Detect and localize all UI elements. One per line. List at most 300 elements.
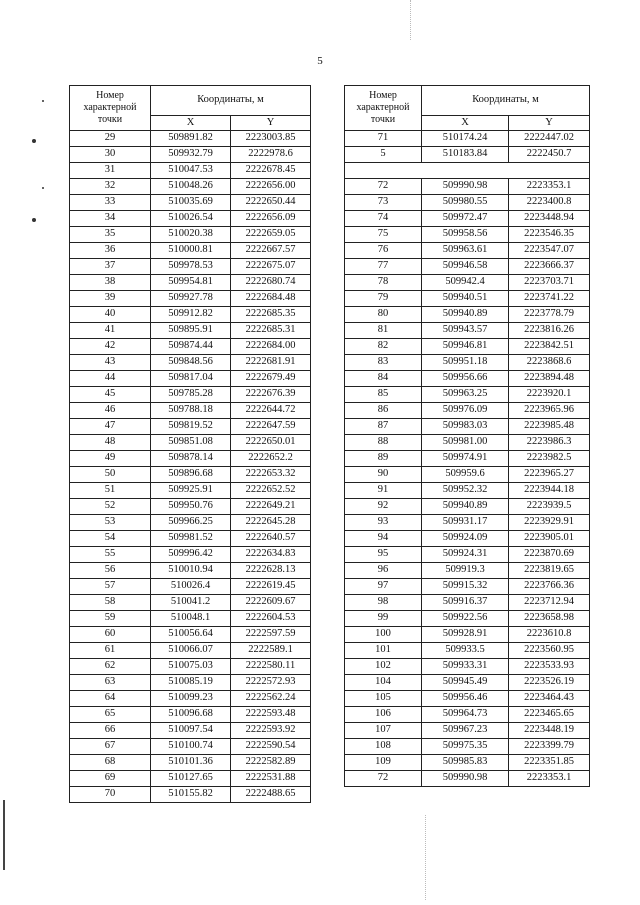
point-number-cell: 57 xyxy=(70,579,151,595)
x-coordinate-cell: 510100.74 xyxy=(151,739,231,755)
x-coordinate-cell: 509980.55 xyxy=(422,195,509,211)
x-coordinate-cell: 509878.14 xyxy=(151,451,231,467)
point-number-cell: 104 xyxy=(345,675,422,691)
x-coordinate-cell: 509942.4 xyxy=(422,275,509,291)
table-row xyxy=(70,595,311,611)
x-coordinate-cell: 510101.36 xyxy=(151,755,231,771)
point-number-cell: 64 xyxy=(70,691,151,707)
point-number-cell: 40 xyxy=(70,307,151,323)
y-coordinate-cell: 2222681.91 xyxy=(231,355,311,371)
y-coordinate-cell: 2222531.88 xyxy=(231,771,311,787)
x-coordinate-cell: 509925.91 xyxy=(151,483,231,499)
y-coordinate-cell: 2223819.65 xyxy=(509,563,590,579)
margin-mark xyxy=(42,100,44,102)
y-coordinate-cell: 2222609.67 xyxy=(231,595,311,611)
table-row xyxy=(345,515,590,531)
x-coordinate-cell: 509974.91 xyxy=(422,451,509,467)
table-row xyxy=(345,355,590,371)
y-coordinate-cell: 2223610.8 xyxy=(509,627,590,643)
table-row xyxy=(345,467,590,483)
point-number-cell: 84 xyxy=(345,371,422,387)
point-number-cell: 52 xyxy=(70,499,151,515)
x-coordinate-cell: 509985.83 xyxy=(422,755,509,771)
table-row xyxy=(70,323,311,339)
x-coordinate-cell: 509785.28 xyxy=(151,387,231,403)
table-row xyxy=(70,259,311,275)
x-coordinate-cell: 509819.52 xyxy=(151,419,231,435)
table-row xyxy=(70,403,311,419)
table-row xyxy=(70,499,311,515)
point-number-cell: 80 xyxy=(345,307,422,323)
table-row xyxy=(70,515,311,531)
table-row xyxy=(345,403,590,419)
point-number-cell: 82 xyxy=(345,339,422,355)
y-coordinate-cell: 2222680.74 xyxy=(231,275,311,291)
table-row xyxy=(70,211,311,227)
x-coordinate-cell: 509951.18 xyxy=(422,355,509,371)
y-coordinate-cell: 2223399.79 xyxy=(509,739,590,755)
y-coordinate-cell: 2223965.96 xyxy=(509,403,590,419)
table-row xyxy=(70,787,311,803)
point-number-cell: 96 xyxy=(345,563,422,579)
y-coordinate-cell: 2222649.21 xyxy=(231,499,311,515)
x-coordinate-cell: 509990.98 xyxy=(422,771,509,787)
table-row xyxy=(345,419,590,435)
y-coordinate-cell: 2223003.85 xyxy=(231,131,311,147)
x-coordinate-cell: 509954.81 xyxy=(151,275,231,291)
header-point-number xyxy=(345,86,422,131)
y-coordinate-cell: 2222593.92 xyxy=(231,723,311,739)
point-number-cell: 31 xyxy=(70,163,151,179)
scan-edge-line xyxy=(3,800,5,870)
y-coordinate-cell: 2223353.1 xyxy=(509,179,590,195)
x-coordinate-cell: 509983.03 xyxy=(422,419,509,435)
point-number-cell: 53 xyxy=(70,515,151,531)
point-number-cell: 86 xyxy=(345,403,422,419)
y-coordinate-cell: 2223986.3 xyxy=(509,435,590,451)
header-point-number xyxy=(70,86,151,131)
x-coordinate-cell: 509958.56 xyxy=(422,227,509,243)
y-coordinate-cell: 2222650.44 xyxy=(231,195,311,211)
table-row xyxy=(70,691,311,707)
point-number-cell: 61 xyxy=(70,643,151,659)
table-row xyxy=(70,291,311,307)
y-coordinate-cell: 2223526.19 xyxy=(509,675,590,691)
x-coordinate-cell: 509959.6 xyxy=(422,467,509,483)
y-coordinate-cell: 2223985.48 xyxy=(509,419,590,435)
y-coordinate-cell: 2222634.83 xyxy=(231,547,311,563)
point-number-cell: 105 xyxy=(345,691,422,707)
point-number-cell: 55 xyxy=(70,547,151,563)
x-coordinate-cell: 510035.69 xyxy=(151,195,231,211)
x-coordinate-cell: 510047.53 xyxy=(151,163,231,179)
point-number-cell: 101 xyxy=(345,643,422,659)
x-coordinate-cell: 509895.91 xyxy=(151,323,231,339)
point-number-cell: 60 xyxy=(70,627,151,643)
x-coordinate-cell: 509940.89 xyxy=(422,307,509,323)
table-row xyxy=(345,371,590,387)
y-coordinate-cell: 2222590.54 xyxy=(231,739,311,755)
x-coordinate-cell: 510041.2 xyxy=(151,595,231,611)
y-coordinate-cell: 2223464.43 xyxy=(509,691,590,707)
point-number-cell: 75 xyxy=(345,227,422,243)
x-coordinate-cell: 509940.51 xyxy=(422,291,509,307)
point-number-cell: 71 xyxy=(345,131,422,147)
x-coordinate-cell: 509924.09 xyxy=(422,531,509,547)
table-row xyxy=(345,627,590,643)
x-coordinate-cell: 509931.17 xyxy=(422,515,509,531)
table-row xyxy=(345,131,590,147)
y-coordinate-cell: 2223703.71 xyxy=(509,275,590,291)
point-number-cell: 45 xyxy=(70,387,151,403)
point-number-cell: 93 xyxy=(345,515,422,531)
y-coordinate-cell: 2223353.1 xyxy=(509,771,590,787)
x-coordinate-cell: 509972.47 xyxy=(422,211,509,227)
point-number-cell: 62 xyxy=(70,659,151,675)
x-coordinate-cell: 509851.08 xyxy=(151,435,231,451)
table-row xyxy=(345,259,590,275)
y-coordinate-cell: 2223351.85 xyxy=(509,755,590,771)
point-number-cell: 58 xyxy=(70,595,151,611)
table-row xyxy=(70,275,311,291)
y-coordinate-cell: 2222562.24 xyxy=(231,691,311,707)
point-number-cell: 89 xyxy=(345,451,422,467)
y-coordinate-cell: 2222685.31 xyxy=(231,323,311,339)
x-coordinate-cell: 509964.73 xyxy=(422,707,509,723)
point-number-cell: 59 xyxy=(70,611,151,627)
point-number-cell: 79 xyxy=(345,291,422,307)
table-row xyxy=(70,739,311,755)
header-x: X xyxy=(151,116,231,131)
y-coordinate-cell: 2223448.94 xyxy=(509,211,590,227)
x-coordinate-cell: 509916.37 xyxy=(422,595,509,611)
x-coordinate-cell: 510000.81 xyxy=(151,243,231,259)
table-row xyxy=(345,723,590,739)
point-number-cell: 90 xyxy=(345,467,422,483)
point-number-cell: 69 xyxy=(70,771,151,787)
table-row xyxy=(70,371,311,387)
header-y: Y xyxy=(509,116,590,131)
point-number-cell: 35 xyxy=(70,227,151,243)
point-number-cell: 51 xyxy=(70,483,151,499)
x-coordinate-cell: 509919.3 xyxy=(422,563,509,579)
table-row xyxy=(70,547,311,563)
margin-mark xyxy=(42,187,44,189)
y-coordinate-cell: 2222656.09 xyxy=(231,211,311,227)
table-row xyxy=(70,643,311,659)
y-coordinate-cell: 2223842.51 xyxy=(509,339,590,355)
x-coordinate-cell: 510099.23 xyxy=(151,691,231,707)
margin-mark xyxy=(32,218,36,222)
y-coordinate-cell: 2223939.5 xyxy=(509,499,590,515)
point-number-cell: 32 xyxy=(70,179,151,195)
y-coordinate-cell: 2222619.45 xyxy=(231,579,311,595)
x-coordinate-cell: 510026.4 xyxy=(151,579,231,595)
y-coordinate-cell: 2222650.01 xyxy=(231,435,311,451)
x-coordinate-cell: 510010.94 xyxy=(151,563,231,579)
y-coordinate-cell: 2223533.93 xyxy=(509,659,590,675)
margin-mark xyxy=(32,139,36,143)
y-coordinate-cell: 2222582.89 xyxy=(231,755,311,771)
y-coordinate-cell: 2223965.27 xyxy=(509,467,590,483)
table-row xyxy=(345,307,590,323)
y-coordinate-cell: 2223944.18 xyxy=(509,483,590,499)
table-row xyxy=(70,707,311,723)
point-number-cell: 68 xyxy=(70,755,151,771)
point-number-cell: 41 xyxy=(70,323,151,339)
x-coordinate-cell: 509956.66 xyxy=(422,371,509,387)
x-coordinate-cell: 510174.24 xyxy=(422,131,509,147)
table-row xyxy=(345,643,590,659)
table-row xyxy=(345,147,590,163)
x-coordinate-cell: 510066.07 xyxy=(151,643,231,659)
table-row xyxy=(70,755,311,771)
point-number-cell: 49 xyxy=(70,451,151,467)
x-coordinate-cell: 510048.26 xyxy=(151,179,231,195)
point-number-cell: 102 xyxy=(345,659,422,675)
x-coordinate-cell: 509963.61 xyxy=(422,243,509,259)
table-row xyxy=(70,467,311,483)
point-number-cell: 92 xyxy=(345,499,422,515)
point-number-cell: 48 xyxy=(70,435,151,451)
table-row xyxy=(345,579,590,595)
point-number-cell: 107 xyxy=(345,723,422,739)
point-number-cell: 73 xyxy=(345,195,422,211)
y-coordinate-cell: 2223982.5 xyxy=(509,451,590,467)
y-coordinate-cell: 2222580.11 xyxy=(231,659,311,675)
table-row xyxy=(345,291,590,307)
y-coordinate-cell: 2222679.49 xyxy=(231,371,311,387)
x-coordinate-cell: 509924.31 xyxy=(422,547,509,563)
table-row xyxy=(345,435,590,451)
table-row xyxy=(70,579,311,595)
point-number-cell: 85 xyxy=(345,387,422,403)
header-point-line: Номер xyxy=(369,90,397,101)
x-coordinate-cell: 510075.03 xyxy=(151,659,231,675)
table-row xyxy=(70,307,311,323)
point-number-cell: 5 xyxy=(345,147,422,163)
point-number-cell: 66 xyxy=(70,723,151,739)
header-coordinates: Координаты, м xyxy=(422,86,590,116)
point-number-cell: 29 xyxy=(70,131,151,147)
point-number-cell: 33 xyxy=(70,195,151,211)
table-row xyxy=(345,451,590,467)
point-number-cell: 42 xyxy=(70,339,151,355)
y-coordinate-cell: 2222656.00 xyxy=(231,179,311,195)
x-coordinate-cell: 509946.81 xyxy=(422,339,509,355)
x-coordinate-cell: 510020.38 xyxy=(151,227,231,243)
point-number-cell: 43 xyxy=(70,355,151,371)
table-row xyxy=(345,675,590,691)
y-coordinate-cell: 2222653.32 xyxy=(231,467,311,483)
x-coordinate-cell: 509981.52 xyxy=(151,531,231,547)
table-row xyxy=(345,547,590,563)
point-number-cell: 46 xyxy=(70,403,151,419)
table-row xyxy=(70,675,311,691)
x-coordinate-cell: 509874.44 xyxy=(151,339,231,355)
y-coordinate-cell: 2223560.95 xyxy=(509,643,590,659)
table-row xyxy=(70,483,311,499)
x-coordinate-cell: 509945.49 xyxy=(422,675,509,691)
point-number-cell: 63 xyxy=(70,675,151,691)
table-row xyxy=(70,659,311,675)
point-number-cell: 97 xyxy=(345,579,422,595)
x-coordinate-cell: 509981.00 xyxy=(422,435,509,451)
y-coordinate-cell: 2222684.48 xyxy=(231,291,311,307)
header-x: X xyxy=(422,116,509,131)
y-coordinate-cell: 2223920.1 xyxy=(509,387,590,403)
table-row xyxy=(70,163,311,179)
x-coordinate-cell: 509952.32 xyxy=(422,483,509,499)
x-coordinate-cell: 509928.91 xyxy=(422,627,509,643)
page-number: 5 xyxy=(317,55,323,67)
x-coordinate-cell: 509915.32 xyxy=(422,579,509,595)
y-coordinate-cell: 2223816.26 xyxy=(509,323,590,339)
x-coordinate-cell: 509990.98 xyxy=(422,179,509,195)
x-coordinate-cell: 510097.54 xyxy=(151,723,231,739)
point-number-cell: 95 xyxy=(345,547,422,563)
point-number-cell: 47 xyxy=(70,419,151,435)
x-coordinate-cell: 510056.64 xyxy=(151,627,231,643)
table-row xyxy=(70,243,311,259)
point-number-cell: 39 xyxy=(70,291,151,307)
table-row xyxy=(345,691,590,707)
y-coordinate-cell: 2223712.94 xyxy=(509,595,590,611)
table-row xyxy=(345,195,590,211)
point-number-cell: 36 xyxy=(70,243,151,259)
table-row xyxy=(70,771,311,787)
x-coordinate-cell: 510155.82 xyxy=(151,787,231,803)
left-coordinates-table xyxy=(69,85,311,803)
y-coordinate-cell: 2222447.02 xyxy=(509,131,590,147)
point-number-cell: 74 xyxy=(345,211,422,227)
x-coordinate-cell: 510085.19 xyxy=(151,675,231,691)
table-row xyxy=(345,179,590,195)
point-number-cell: 91 xyxy=(345,483,422,499)
y-coordinate-cell: 2222640.57 xyxy=(231,531,311,547)
table-row xyxy=(70,611,311,627)
x-coordinate-cell: 509922.56 xyxy=(422,611,509,627)
y-coordinate-cell: 2222572.93 xyxy=(231,675,311,691)
y-coordinate-cell: 2222667.57 xyxy=(231,243,311,259)
x-coordinate-cell: 510026.54 xyxy=(151,211,231,227)
point-number-cell: 56 xyxy=(70,563,151,579)
y-coordinate-cell: 2223546.35 xyxy=(509,227,590,243)
header-point-line: характерной xyxy=(356,102,410,113)
table-row xyxy=(345,227,590,243)
table-row xyxy=(345,211,590,227)
y-coordinate-cell: 2223894.48 xyxy=(509,371,590,387)
table-row xyxy=(70,627,311,643)
table-row xyxy=(345,483,590,499)
point-number-cell: 78 xyxy=(345,275,422,291)
y-coordinate-cell: 2223905.01 xyxy=(509,531,590,547)
point-number-cell: 99 xyxy=(345,611,422,627)
y-coordinate-cell: 2222647.59 xyxy=(231,419,311,435)
x-coordinate-cell: 509912.82 xyxy=(151,307,231,323)
table-row xyxy=(345,563,590,579)
y-coordinate-cell: 2222450.7 xyxy=(509,147,590,163)
x-coordinate-cell: 510127.65 xyxy=(151,771,231,787)
scan-artifact xyxy=(425,815,427,900)
x-coordinate-cell: 509950.76 xyxy=(151,499,231,515)
table-row xyxy=(345,275,590,291)
y-coordinate-cell: 2222678.45 xyxy=(231,163,311,179)
y-coordinate-cell: 2222644.72 xyxy=(231,403,311,419)
point-number-cell: 94 xyxy=(345,531,422,547)
x-coordinate-cell: 509956.46 xyxy=(422,691,509,707)
scan-artifact xyxy=(410,0,412,40)
table-row xyxy=(345,771,590,787)
y-coordinate-cell: 2222675.07 xyxy=(231,259,311,275)
x-coordinate-cell: 509933.5 xyxy=(422,643,509,659)
point-number-cell: 54 xyxy=(70,531,151,547)
x-coordinate-cell: 510048.1 xyxy=(151,611,231,627)
x-coordinate-cell: 509891.82 xyxy=(151,131,231,147)
table-row xyxy=(70,419,311,435)
x-coordinate-cell: 509976.09 xyxy=(422,403,509,419)
header-point-line: точки xyxy=(97,114,123,125)
table-row xyxy=(70,723,311,739)
y-coordinate-cell: 2222604.53 xyxy=(231,611,311,627)
table-row xyxy=(345,243,590,259)
y-coordinate-cell: 2222628.13 xyxy=(231,563,311,579)
point-number-cell: 98 xyxy=(345,595,422,611)
y-coordinate-cell: 2223666.37 xyxy=(509,259,590,275)
point-number-cell: 65 xyxy=(70,707,151,723)
y-coordinate-cell: 2222597.59 xyxy=(231,627,311,643)
table-gap-row xyxy=(345,163,590,179)
y-coordinate-cell: 2222589.1 xyxy=(231,643,311,659)
point-number-cell: 37 xyxy=(70,259,151,275)
point-number-cell: 70 xyxy=(70,787,151,803)
table-row xyxy=(70,195,311,211)
table-row xyxy=(70,227,311,243)
y-coordinate-cell: 2223658.98 xyxy=(509,611,590,627)
point-number-cell: 87 xyxy=(345,419,422,435)
header-point-line: точки xyxy=(370,114,396,125)
point-number-cell: 76 xyxy=(345,243,422,259)
x-coordinate-cell: 509996.42 xyxy=(151,547,231,563)
y-coordinate-cell: 2223870.69 xyxy=(509,547,590,563)
header-point-line: Номер xyxy=(96,90,124,101)
table-row xyxy=(70,563,311,579)
y-coordinate-cell: 2223741.22 xyxy=(509,291,590,307)
y-coordinate-cell: 2222659.05 xyxy=(231,227,311,243)
y-coordinate-cell: 2223929.91 xyxy=(509,515,590,531)
table-row xyxy=(345,739,590,755)
x-coordinate-cell: 509940.89 xyxy=(422,499,509,515)
x-coordinate-cell: 509933.31 xyxy=(422,659,509,675)
table-row xyxy=(345,387,590,403)
table-row xyxy=(345,755,590,771)
header-y: Y xyxy=(231,116,311,131)
table-row xyxy=(345,531,590,547)
x-coordinate-cell: 509788.18 xyxy=(151,403,231,419)
x-coordinate-cell: 510183.84 xyxy=(422,147,509,163)
table-row xyxy=(345,339,590,355)
x-coordinate-cell: 509966.25 xyxy=(151,515,231,531)
y-coordinate-cell: 2222652.2 xyxy=(231,451,311,467)
x-coordinate-cell: 509817.04 xyxy=(151,371,231,387)
y-coordinate-cell: 2222684.00 xyxy=(231,339,311,355)
table-row xyxy=(70,451,311,467)
y-coordinate-cell: 2223400.8 xyxy=(509,195,590,211)
point-number-cell: 109 xyxy=(345,755,422,771)
y-coordinate-cell: 2223778.79 xyxy=(509,307,590,323)
x-coordinate-cell: 509896.68 xyxy=(151,467,231,483)
table-row xyxy=(70,179,311,195)
